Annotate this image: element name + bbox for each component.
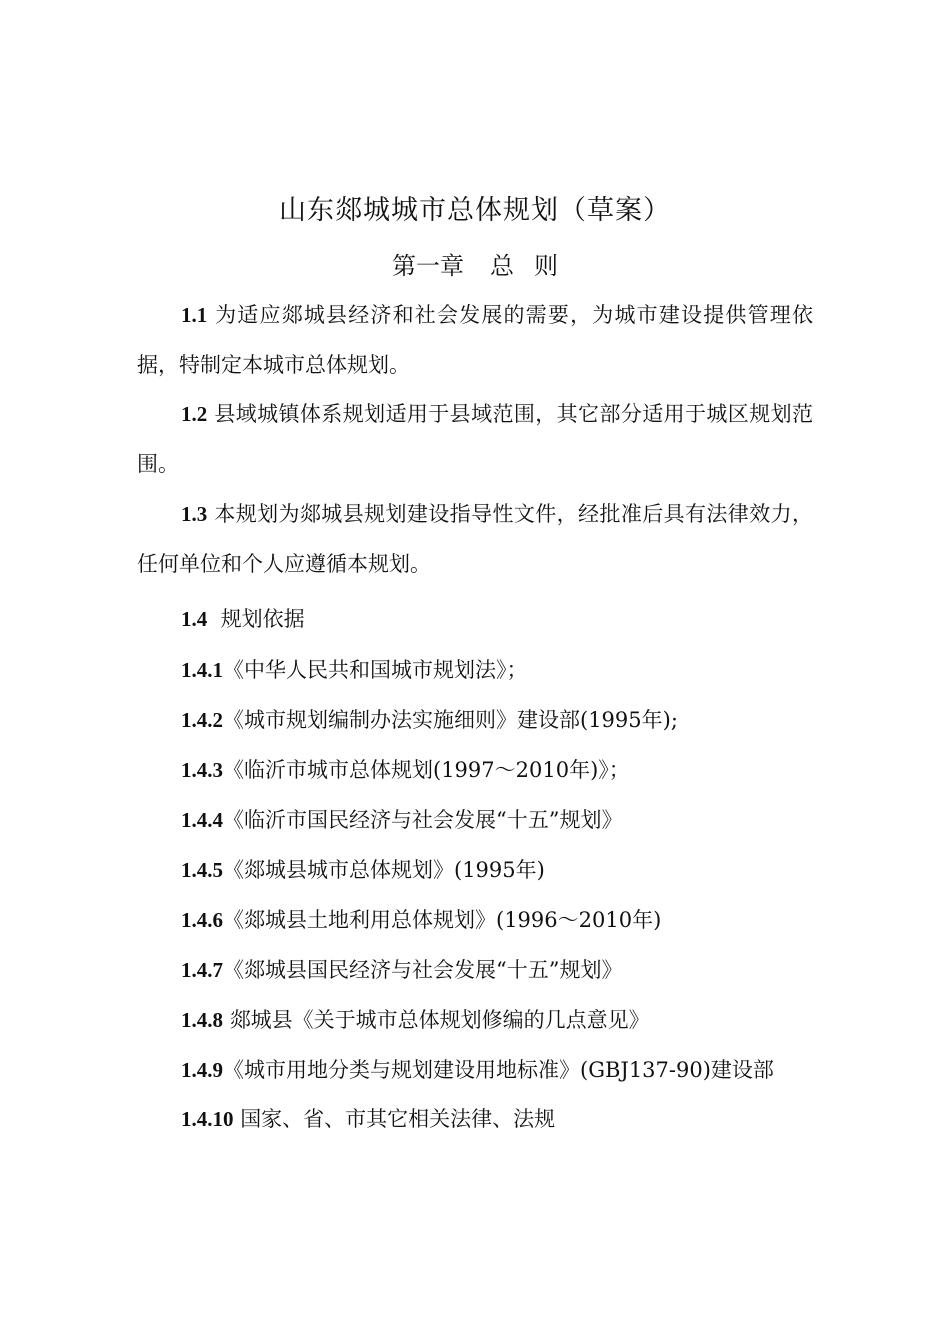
clause-number: 1.2 [181, 402, 208, 426]
item-text: 《郯城县国民经济与社会发展“十五”规划》 [223, 958, 623, 982]
list-item [181, 805, 622, 835]
item-number: 1.4.10 [181, 1107, 234, 1131]
list-item [181, 955, 622, 985]
clause-number: 1.1 [181, 303, 208, 327]
item-text: 《郯城县城市总体规划》(1995年) [223, 858, 545, 882]
list-item [181, 1104, 555, 1134]
item-text: 《临沂市国民经济与社会发展“十五”规划》 [223, 808, 623, 832]
clause-text: 为适应郯城县经济和社会发展的需要，为城市建设提供管理依据，特制定本城市总体规划。 [137, 303, 813, 377]
item-number: 1.4.9 [181, 1058, 223, 1082]
item-text: 《中华人民共和国城市规划法》； [223, 658, 528, 682]
item-text: 国家、省、市其它相关法律、法规 [240, 1107, 556, 1131]
item-number: 1.4.2 [181, 708, 223, 732]
item-text: 《城市用地分类与规划建设用地标准》(GBJ137-90)建设部 [223, 1058, 774, 1082]
document-title: 山东郯城城市总体规划（草案） [279, 195, 671, 226]
item-number: 1.4.3 [181, 758, 223, 782]
list-item [181, 1005, 650, 1035]
paragraph-1-2 [137, 389, 813, 489]
clause-number: 1.3 [181, 502, 208, 526]
list-item [181, 905, 661, 935]
clause-text: 本规划为郯城县规划建设指导性文件，经批准后具有法律效力，任何单位和个人应遵循本规划。 [137, 502, 813, 576]
chapter-name-part2: 则 [534, 252, 558, 280]
list-item [181, 705, 678, 735]
section-heading-1-4 [181, 604, 305, 634]
section-title: 规划依据 [220, 607, 305, 631]
item-number: 1.4.1 [181, 658, 223, 682]
item-number: 1.4.8 [181, 1008, 223, 1032]
list-item [181, 655, 528, 685]
list-item [181, 1055, 774, 1085]
item-text: 《临沂市城市总体规划(1997～2010年)》； [223, 758, 630, 782]
item-number: 1.4.7 [181, 958, 223, 982]
paragraph-1-1 [137, 290, 813, 390]
list-item [181, 855, 545, 885]
paragraph-1-3 [137, 489, 813, 589]
section-number: 1.4 [181, 607, 208, 631]
chapter-name-part1: 总 [490, 252, 514, 280]
item-text: 郯城县《关于城市总体规划修编的几点意见》 [229, 1008, 650, 1032]
list-item [181, 755, 630, 785]
item-number: 1.4.4 [181, 808, 223, 832]
item-text: 《城市规划编制办法实施细则》建设部(1995年); [223, 708, 678, 732]
clause-text: 县域城镇体系规划适用于县域范围，其它部分适用于城区规划范围。 [137, 402, 813, 476]
chapter-heading [0, 246, 950, 281]
item-number: 1.4.6 [181, 908, 223, 932]
item-text: 《郯城县土地利用总体规划》(1996～2010年) [223, 908, 662, 932]
item-number: 1.4.5 [181, 858, 223, 882]
chapter-label: 第一章 [392, 252, 464, 280]
